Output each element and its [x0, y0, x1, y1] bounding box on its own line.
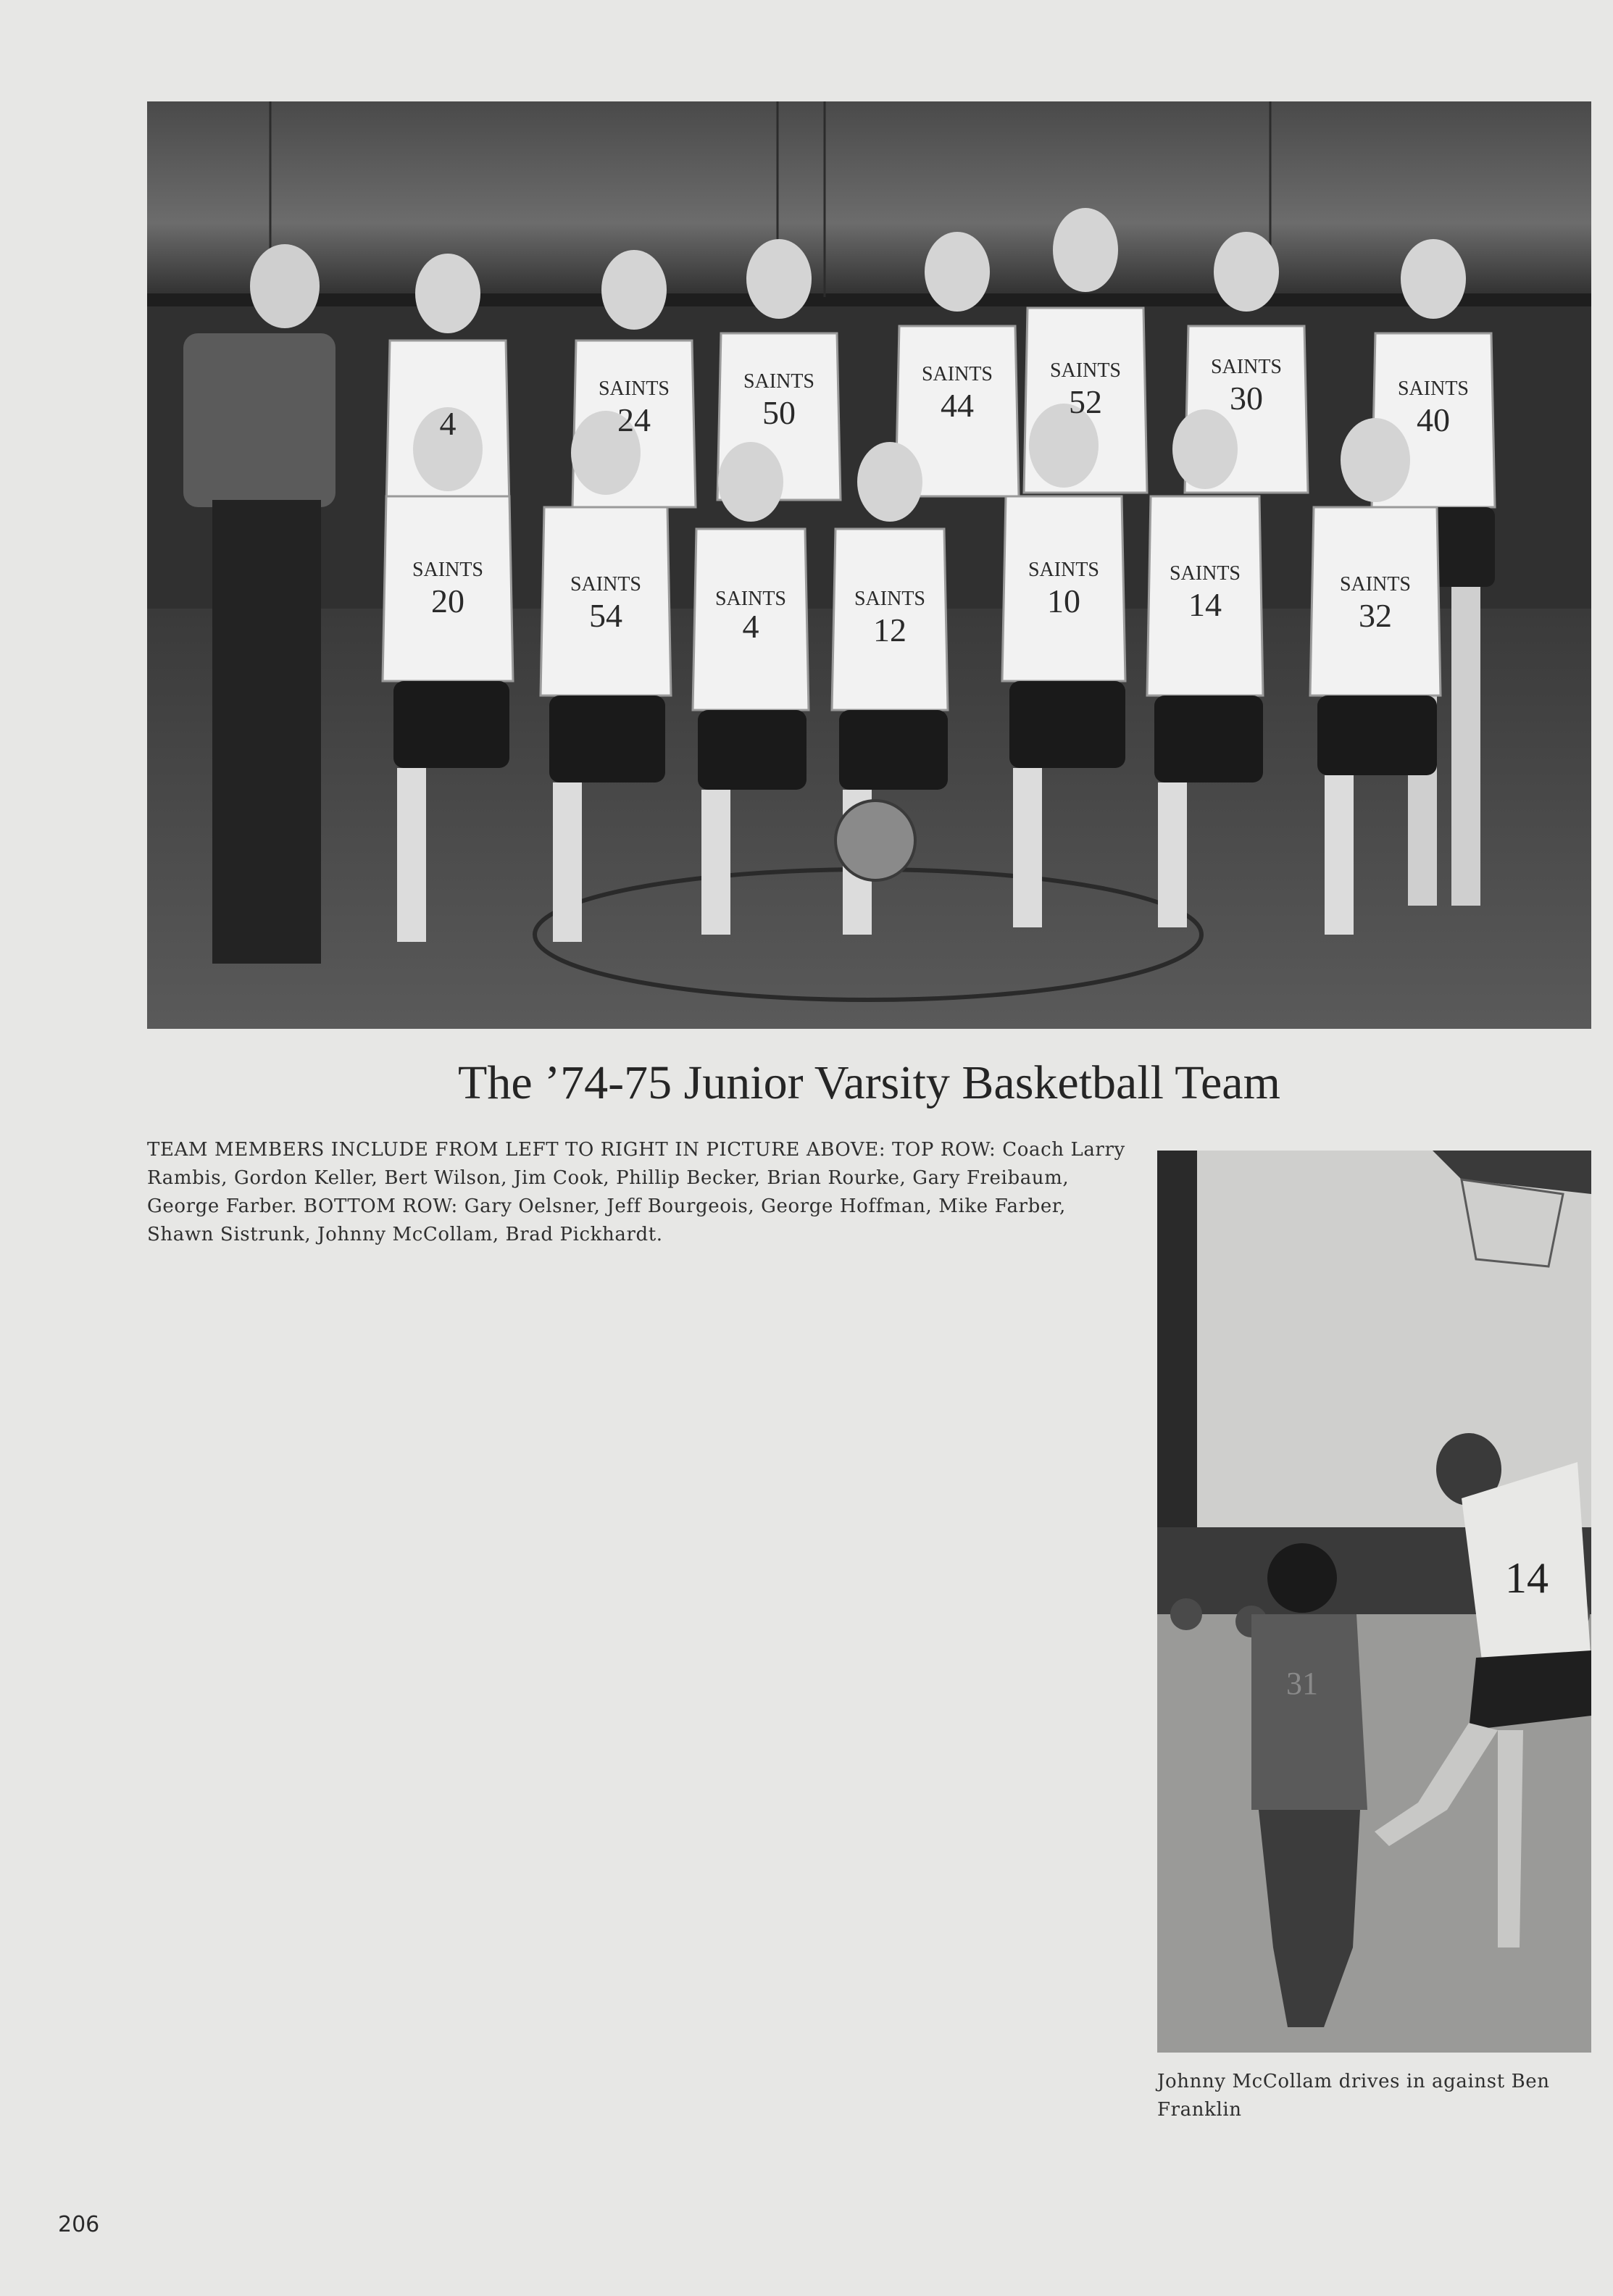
- jersey-text: SAINTS: [1397, 377, 1470, 400]
- page-title: The ’74-75 Junior Varsity Basketball Team: [458, 1056, 1280, 1109]
- page-number: 206: [58, 2212, 100, 2237]
- jersey-text: SAINTS: [714, 588, 787, 610]
- top-row-jersey-number: 44: [941, 387, 974, 424]
- top-row-jersey-number: 50: [762, 394, 796, 431]
- jersey-text: SAINTS: [921, 363, 993, 385]
- jersey-text: SAINTS: [412, 559, 484, 581]
- top-row-jersey-number: 40: [1417, 401, 1450, 438]
- bottom-row-jersey-number: 14: [1188, 586, 1222, 623]
- bottom-row-jersey-number: 32: [1359, 597, 1392, 634]
- top-row-jersey-number: 30: [1230, 380, 1263, 417]
- bottom-row-jersey-number: 10: [1047, 583, 1080, 619]
- bottom-row-jersey-number: 4: [742, 608, 759, 645]
- jersey-text: SAINTS: [1049, 359, 1122, 382]
- top-row-jersey-number: 52: [1069, 383, 1102, 420]
- jersey-text: SAINTS: [1339, 573, 1412, 596]
- top-row-jersey-number: 24: [617, 401, 651, 438]
- bottom-row-jersey-number: 20: [431, 583, 464, 619]
- jersey-text: SAINTS: [1028, 559, 1100, 581]
- jersey-text: SAINTS: [570, 573, 642, 596]
- action-photo-caption: Johnny McCollam drives in against Ben Franklin: [1157, 2071, 1550, 2121]
- bottom-row-jersey-number: 12: [873, 611, 906, 648]
- jersey-text: SAINTS: [743, 370, 815, 393]
- team-caption: TEAM MEMBERS INCLUDE FROM LEFT TO RIGHT IN PICTURE ABOVE: TOP ROW: Coach Larry Rambis, Gordon Keller, Bert Wilson, Jim Cook, Phillip Becker, Brian Rourke, Gary Freibaum, George Farber. BOTTOM ROW: Gary Oelsner, Jeff Bourgeois, George Hoffman, Mike Farber, Shawn Sistrunk, Johnny McCollam, Brad Pickhardt.: [147, 1139, 1125, 1245]
- action-jersey-number: 14: [1505, 1554, 1549, 1602]
- jersey-text: SAINTS: [598, 377, 670, 400]
- jersey-text: SAINTS: [1169, 562, 1241, 585]
- jersey-text: SAINTS: [1210, 356, 1283, 378]
- team-photo: [147, 101, 1591, 1029]
- jersey-text: SAINTS: [854, 588, 926, 610]
- bottom-row-jersey-number: 54: [589, 597, 622, 634]
- action-photo: [1157, 1151, 1591, 2053]
- top-row-jersey-number: 4: [439, 405, 457, 442]
- action-jersey-number: 31: [1286, 1666, 1318, 1701]
